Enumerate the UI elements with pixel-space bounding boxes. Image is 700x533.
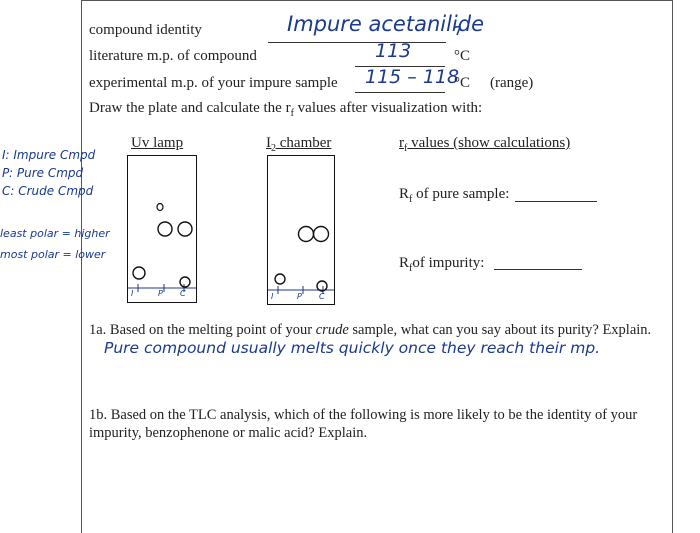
i2-lane-i: I	[271, 292, 274, 301]
uv-lane-p: P	[158, 289, 163, 298]
legend-impure: I: Impure Cmpd	[2, 148, 96, 162]
experimental-mp-answer: 115 – 118	[365, 66, 460, 88]
i2-tlc-plate	[267, 155, 335, 305]
question-1a: 1a. Based on the melting point of your crude sample, what can you say about its purity? Explain.	[89, 322, 652, 338]
i2-lane-c: C	[319, 292, 325, 301]
uv-lane-i: I	[131, 289, 134, 298]
i2-spot-i	[275, 274, 285, 284]
rf-values-header: $r_f$ values (show calculations)	[399, 135, 571, 154]
uv-spot-top	[157, 204, 163, 211]
experimental-mp-range: (range)	[490, 75, 534, 91]
i2-lane-p: P	[297, 292, 302, 301]
uv-lamp-header: Uv lamp	[131, 135, 184, 151]
i2-chamber-header: $I_2$ chamber	[266, 135, 332, 154]
uv-plate-drawing	[128, 156, 196, 302]
question-1b-line1: 1b. Based on the TLC analysis, which of the following is more likely to be the identity of your	[89, 407, 638, 423]
rf-impurity-label: $R_fof$ impurity:	[399, 255, 485, 274]
i2-plate-drawing	[268, 156, 334, 304]
literature-mp-answer: 113	[375, 40, 412, 62]
question-1a-answer: Pure compound usually melts quickly once they reach their mp.	[104, 339, 601, 357]
literature-mp-unit: °C	[454, 48, 471, 64]
uv-spot-c-low	[180, 277, 190, 287]
uv-lane-c: C	[180, 289, 186, 298]
experimental-mp-label: experimental m.p. of your impure sample	[89, 75, 338, 91]
question-1b-line2: impurity, benzophenone or malic acid? Explain.	[89, 425, 368, 441]
rf-pure-label: $R_f$ of pure sample:	[399, 186, 510, 205]
i2-spot-p	[299, 227, 314, 242]
check-mark-icon	[451, 22, 465, 38]
least-polar-note: least polar = higher	[0, 227, 110, 240]
compound-identity-answer: Impure acetanilide	[287, 12, 485, 36]
rf-pure-answer-line	[515, 186, 597, 202]
most-polar-note: most polar = lower	[0, 248, 106, 261]
legend-pure: P: Pure Cmpd	[2, 166, 84, 180]
experimental-mp-unit: °C	[454, 75, 471, 91]
draw-plate-instruction: Draw the plate and calculate the $r_f$ values after visualization with:	[89, 100, 483, 119]
uv-spot-c	[178, 222, 192, 236]
rf-impurity-answer-line	[494, 254, 582, 270]
i2-spot-c	[314, 227, 329, 242]
lane-legend	[2, 146, 95, 200]
uv-tlc-plate	[127, 155, 197, 303]
uv-spot-p	[158, 222, 172, 236]
compound-identity-label: compound identity	[89, 22, 202, 38]
uv-spot-i	[133, 267, 145, 279]
legend-crude: C: Crude Cmpd	[2, 184, 94, 198]
literature-mp-label: literature m.p. of compound	[89, 48, 257, 64]
